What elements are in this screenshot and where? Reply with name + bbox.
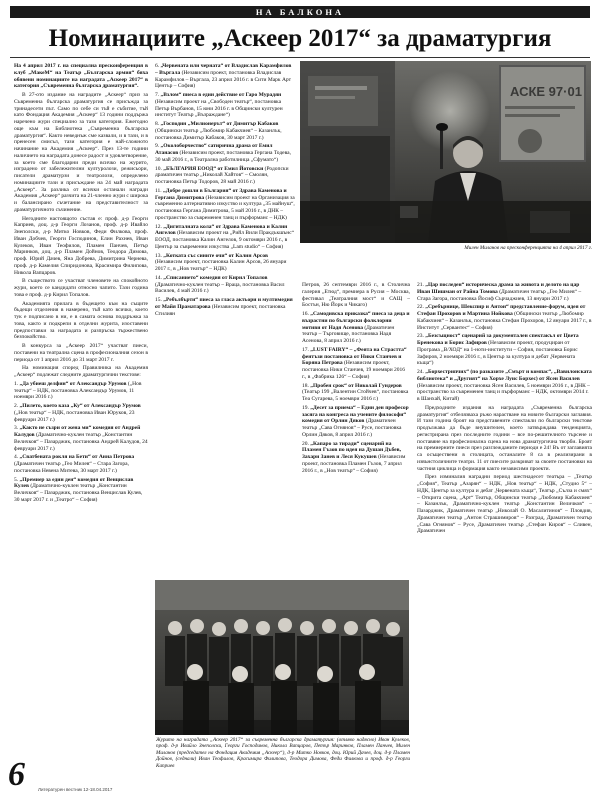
lead-paragraph: На 4 април 2017 г. на специална пресконференция в клуб „МакеМ“ на Театър „Българска армия“ бяха обявени номинациите на наградата „Аскеер 2017“ в категория „Съвременна българска драматургия“.	[14, 63, 148, 90]
article-column-2	[155, 63, 295, 561]
nomination-entry: 2. „Пилето, което каза „Ку“ от Александър Урумов („Нов театър“ – НДК, постановка Иван Юруков, 23 февруари 2017 г.)	[14, 403, 141, 423]
article-column-4	[417, 282, 592, 782]
nomination-entry: 20. „Капаро за тиради“ сценарий на Пламен Гъзов по идея на Душан Дъбев, Захари Занев и Леся Кукушев (Независим проект, постановка Пламен Гъзов, 7 април 2016 г., в „Нов театър“ – София)	[302, 440, 406, 474]
nomination-entry: 18. „Пробен срок“ от Николай Гундеров (Театър 199 „Валентин Стойчев“, постановка Теа Сугарева, 5 ноември 2016 г.)	[302, 382, 409, 402]
nomination-entry: 8. „Господин „Милионерът“ от Димитър Кабаков (Общински театър „Любомир Кабакчиев“ – Казанлък, постановка Димитър Кабаков, 30 март 2017 г.)	[155, 121, 282, 141]
nomination-entry: 7. „Взлом“ пиеса в един действие от Гаро Мурадян (Независим проект на „Свободен театър“, постановка Петър Върбанов, 15 юни 2016 г. в Общински културен институт Театър „Възраждане“)	[155, 92, 283, 119]
headline: Номинациите „Аскеер 2017“ за драматургия	[48, 25, 552, 52]
nomination-entry: 15. „Ребълбърти“ пиеса за гласа актьори и мултимедия от Майя Праматарова (Независим проект, постановка Стилиян	[155, 297, 293, 317]
banner-signage: АСКЕ 97·01	[510, 84, 582, 99]
nomination-entry: 10. „БЪЛГАРИЯ ЕООД“ от Емил Йотовски (Родопски драматичен театър „Николай Хайтов“ – Смолян, постановка Петър Тодоров, 28 май 2016 г.)	[155, 165, 289, 185]
nomination-entry: 24. „Борхестрипчих“ (по разказите „Смърт и компас“, „Вавилонската библиотека“ и „Другият“ на Хорхе Луис Борхес) от Ясен Василев (Независим проект, постановка Ясен Василев, 5 ноември 2016 г., в ДНК – пространство за съвременен танц и пърформанс – НДК, октомври 2014 г. в Шанхай, Китай)	[417, 369, 592, 402]
nomination-entry: 17. „LUST FAIRY“ – „Феята на Страстта“ фентъзи постановка от Ники Станчев и Боряна Петрова (Независим проект, постановка Ники Станчев, 19 ноември 2016 г., в „Фабрика 126“ – София)	[302, 346, 407, 380]
nomination-entry: 5. „Премиер за един ден“ комедия от Венцислав Кулев (Драматично-куклен театър „Константин Величков“ – Пазарджик, постановка Венцислав Кулев, 30 март 2017 г. и „Театро“ – София)	[14, 476, 143, 503]
nomination-entry: 22. „Сребърнице, Шекспир и Антон“ представление-форум, идея от Стефан Прохоров и Мартина Нойкова (Общински театър „Любомир Кабакчиев“ – Казанлък, постановка Стефан Прохоров, 12 януари 2017 г., в Институт „Сервантес“ – София)	[417, 304, 592, 331]
nomination-entry: 12. „Дигиталната кола“ от Здрава Каменова и Калин Ангелов (Независим проект на „Рийл Вили Пракдъкшънс“ ЕООД, постановка Калин Ангелов, 9 октомври 2016 г., в Център за съвременни изкуства „Lam studio“ – София)	[155, 223, 295, 250]
nomination-entry: 4. „Сватбената рокля на Бети“ от Анна Петрова (Драматичен театър „Гео Милев“ – Стара Загора, постановка Невена Митева, 30 март 2017 г.)	[14, 454, 135, 474]
continued-paragraph: Петров, 26 септември 2016 г., в Столична галерия „Етюд“, премиера в Русия – Москва, фестивал „Театралния мост“ и САЩ – Бостън, Ню Йорк и Чикаго)	[302, 282, 410, 309]
issue-footer: Литературен вестник 12-18.04.2017	[38, 787, 113, 792]
article-column-1	[14, 63, 148, 781]
paragraph: През изминалия наградни период шестнадесет театъра – „Театър „София“, Театър „Азарян“ – НДК, „Нов театър“ – НДК, „Студио 5“ – НДК, Център за култура и дебат „Червената къща“, Театър „Сълза и смях“ – Открита сцена, „Арт“ Театър, Общински театър „Любомир Кабакчиев“ – Казанлък, Драматично-куклен театър „Константин Величков“ – Пазарджик, Драматичен театър „Николай О. Масалитинов“ – Пловдив, Драматичен театър „Антон Страшимиров“ – Разград, Драматичен театър „Сава Огнянов“ – Русе, Драматичен театър „Стефан Киров“ – Сливен, Драматичен	[417, 474, 592, 535]
jury-group-photo	[155, 580, 409, 735]
headline-divider	[10, 57, 590, 58]
paragraph: В съществото се участват членовете на спокойното жури, което се кандидати относно чапито. Тази година това е проф. д-р Кирил Топалов.	[14, 278, 148, 298]
article-column-3	[302, 282, 410, 588]
page-number: 6	[8, 756, 25, 793]
paragraph: Предходните издания на наградата „Съвременна българска драматургия“ отбелязваха ръжо нарастване на новите български заглавия. И тази година броят на представените спектакли по български текстове продължава да бъде внушителен, което затвърждава тенденцията, регистрирана през последните години – все по-решителното търсене и поставяне на професионална сцена на нова драматургична творби. Броят на премиерните пиеси през разглежданите периоди е 24! Въ от заглавията са осъществени в столицата, останалите 8 са в реализирани в извънстоличните театри. 11 от пиесите разкриват за своите постановки на частния циклица и формация както независими проекти.	[417, 404, 592, 472]
nomination-entry: 11. „Добре дошли в България“ от Здрава Каменова и Гергана Димитрова (Независим проект на Организация за съвременно алтернативно изкуство и култура „35 майнуш“, постановка Гергана Димитрова, 5 май 2016 г., в ДНК – пространство за съвременен танц и пърформанс – НДК)	[155, 187, 295, 221]
section-bar	[10, 6, 590, 18]
nomination-entry: 13. „Котката със сините очи“ от Калин Арсов (Независим проект, постановка Калин Арсов, 26 януари 2017 г., в „Нов театър“ – НДК)	[155, 252, 287, 272]
nomination-entry: 23. „Безсъщност“ сценарий за документален спектакъл от Цвета Бренекова и Борис Зафиров (Независим проект, продуциран от Програма „В/ХОД“ на 1-ноти-институти – София, постановка Борис Зафиров, 2 ноември 2016 г., в Център за култура и дебат „Червената къща“)	[417, 333, 579, 367]
nomination-entry: 9. „Околоборчество“ сатирична драма от Емил Атанасов (Независим проект, постановка Гергана Тодева, 30 май 2016 г., в Театрална работилница „Сфумато“)	[155, 143, 291, 163]
paragraph: В 27-ото издание на наградите „Аскеер“ приз за Съвременна българска драматургия се присъжда за тринадесети път. Само по себе си тъй е събитие, тъй като Фондация Академия „Аскеер“ 13 години поддържа наречено жури специално за тази категория. Ежегодно още към на Библиотека „Съвременна българска драматургия“. Както неведнъж сме казвали, и в тази, и в пренесен смисъл, тази категория е най-сложното начинание на Академия „Аскеер“. През 13-те години наличието на наградата донесе радост и удовлетворение, за което сме благодарни преди всичко на журито, изградено от забележителни културолози, режисьори, писатели драматурзи и театролози, определено номинациите тази и присъждане на 24 май наградата „Аскеер“. За разлика от всички останали награди Академия „Аскеер“ разчита на 21-членно жури с широка и балансирано съчетание на представителност за драматургичното съчинение.	[14, 92, 148, 213]
paragraph: На номинация според Правилника на Академия „Аскеер“ подлежат следните драматургични текстове:	[14, 365, 148, 378]
press-conference-photo	[300, 61, 591, 243]
jury-paragraph: Негодните настоящото състав е: проф. д-р Георги Каприев, доц. д-р Георги Лозанов, проф. д-р Ивайло Знеполски, д-р Митко Новков, Феди Филкова, проф. Иван Добчев, Георги Господинов, Елин Рахнев, Иван Кулеков, Иван Теофилов, Пламен Панчев, Петър Маринков, доц. д-р Пламен Дойнов, Теодора Димова, проф. Юрий Дачев, Яна Добрева, Димитрина Чернева, проф. д-р Камелия Спиридонова, Красимира Филипова, Никола Вапцаров.	[14, 215, 148, 276]
nomination-entry: 1. „Да убиеш делфин“ от Александър Урумов („Нов театър“ – НДК, постановка Александър Урумов, 11 ноември 2016 г.)	[14, 380, 142, 401]
jury-photo-caption: Журито на наградата „Аскеер 2017“ за съвременна българска драматургия: (отляво надясно) Иван Кулеков, проф. д-р Ивайло Знеполски, Георги Господинов, Никола Вапцаров, Петър Маринков, Пламен Панчев, Милен Миланов (председател на Фондация Академия „Аскеер“), д-р Митко Новков, доц. Юрий Дачев, доц. д-р Пламен Дойнов, (седнали) Иван Теофилов, Красимира Филипова, Теодора Димова, Феди Филкова и проф. д-р Георги Каприев	[156, 737, 410, 769]
nomination-entry: 6. „Червената или черната“ от Владислав Карамфилов – Въргала (Независим проект, постановка Владислав Карамфилов – Въргала, 23 април 2016 г. в Сити Марк Арт Център – София)	[155, 63, 292, 90]
paragraph: В конкурса за „Аскеер 2017“ участват пиеси, поставени на театрална сцена в професионалния сезон в периода от 1 април 2016 до 31 март 2017 г.	[14, 343, 148, 363]
nomination-entry: 21. „Цар последен“ историческа драма за живота и делото на цар Иван Шишман от Райна Томова (Драматичен театър „Гео Милев“ – Стара Загора, постановка Йосиф Сърчаджиев, 13 януари 2017 г.)	[417, 282, 582, 302]
nomination-entry: 3. „Както не съзри от жена ми“ комедия от Андрей Калудов (Драматично-куклен театър „Константин Величков“ – Пазарджик, постановка Андрей Калудов, 24 февруари 2017 г.)	[14, 425, 148, 452]
nomination-entry: 14. „Списанието“ комедия от Кирил Топалов (Драматично-куклен театър – Враца, постановка Васил Василев, 4 май 2016 г.)	[155, 274, 285, 295]
nomination-entry: 16. „Самодивска приказка“ пиеса за деца и възрастни по български фолклорни мотиви от Надя Асенова (Драматичен театър – Търговище, постановка Надя Асенова, 8 април 2016 г.)	[302, 311, 410, 344]
nomination-entry: 19. „Десет за приема“ – Един ден професор засяга на конгреса на учените философи“ комедия от Орлин Дяков (Драматичен театър „Сава Огнянов“ – Русе, постановка Орлин Дяков, 8 април 2016 г.)	[302, 404, 409, 438]
photo-caption: Милен Миланов на пресконференцията на 4 април 2017 г.	[464, 245, 592, 251]
section-label: НА БАЛКОНА	[255, 7, 345, 17]
paragraph: Академията прилага в бъдещето към на същите бъдещи отделения в намерено, тъй като всичко, което тук е подписано в ни, е в самата основа поддръжка за това, както и подкрепи в отделни журита, изоставени предпоставки за наградата и разпръска тържествено безпокойство.	[14, 300, 148, 341]
